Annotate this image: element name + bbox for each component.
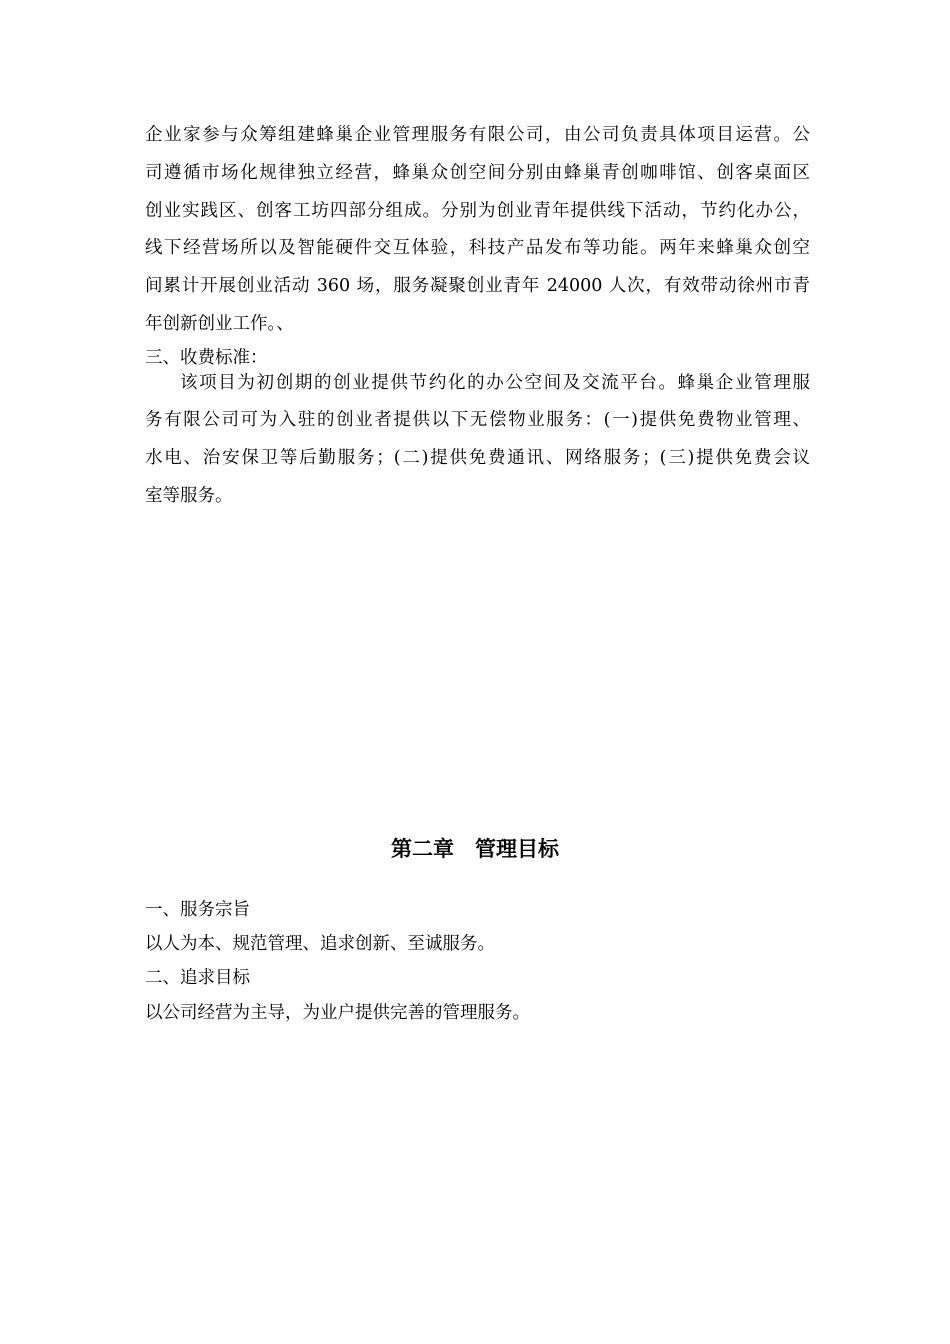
- section-text: 以公司经营为主导，为业户提供完善的管理服务。: [145, 1003, 530, 1023]
- paragraph-line: 创业实践区、创客工坊四部分组成。分别为创业青年提供线下活动，节约化办公，: [145, 201, 810, 221]
- section-heading: 一、服务宗旨: [145, 900, 250, 920]
- section-heading: 二、追求目标: [145, 968, 250, 988]
- paragraph-line: 司遵循市场化规律独立经营，蜂巢众创空间分别由蜂巢青创咖啡馆、创客桌面区: [145, 163, 810, 183]
- paragraph-line: 企业家参与众筹组建蜂巢企业管理服务有限公司，由公司负责具体项目运营。公: [145, 125, 810, 145]
- paragraph-line: 务有限公司可为入驻的创业者提供以下无偿物业服务：(一)提供免费物业管理、: [145, 410, 810, 430]
- paragraph-line: 水电、治安保卫等后勤服务；(二)提供免费通讯、网络服务；(三)提供免费会议: [145, 448, 810, 468]
- paragraph-line: 线下经营场所以及智能硬件交互体验，科技产品发布等功能。两年来蜂巢众创空: [145, 238, 810, 258]
- fee-heading: 三、收费标准：: [145, 348, 268, 368]
- section-text: 以人为本、规范管理、追求创新、至诚服务。: [145, 934, 495, 954]
- paragraph-line: 间累计开展创业活动 360 场，服务凝聚创业青年 24000 人次，有效带动徐州市青: [145, 276, 810, 296]
- paragraph-line: 年创新创业工作。、: [145, 314, 294, 334]
- paragraph-line: 该项目为初创期的创业提供节约化的办公空间及交流平台。蜂巢企业管理服: [180, 373, 810, 393]
- chapter-title: 第二章 管理目标: [391, 836, 559, 861]
- paragraph-line: 室等服务。: [145, 486, 233, 506]
